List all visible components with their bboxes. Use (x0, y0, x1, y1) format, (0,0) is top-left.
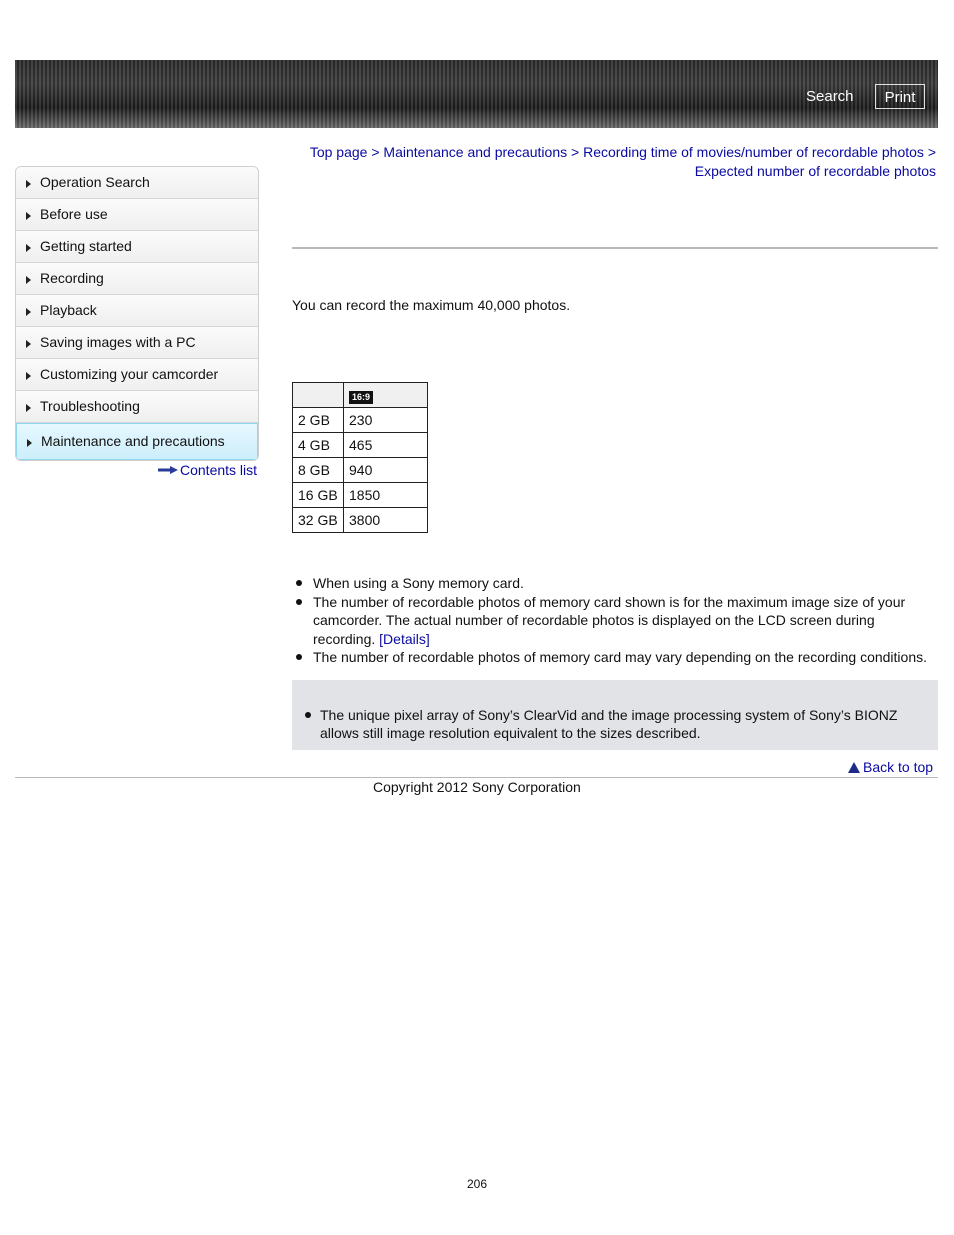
triangle-right-icon (26, 372, 31, 380)
breadcrumb-top-page[interactable]: Top page (309, 144, 368, 160)
sidebar-item-saving-images[interactable] (16, 327, 258, 359)
breadcrumb (292, 143, 936, 181)
triangle-right-icon (26, 308, 31, 316)
bullet-icon (296, 654, 302, 660)
photos-table (292, 382, 428, 533)
contents-list-label: Contents list (180, 462, 258, 478)
sidebar-nav (15, 166, 259, 461)
copyright-text: Copyright 2012 Sony Corporation (373, 779, 581, 795)
back-to-top-link[interactable] (848, 759, 933, 775)
hint-box (292, 680, 938, 750)
breadcrumb-separator: > (927, 144, 936, 160)
sidebar-item-label: Operation Search (40, 174, 150, 190)
breadcrumb-maintenance[interactable]: Maintenance and precautions (383, 144, 568, 160)
triangle-right-icon (26, 276, 31, 284)
note-text: When using a Sony memory card. (313, 575, 524, 591)
back-to-top-label: Back to top (863, 759, 934, 775)
header-banner (15, 60, 938, 128)
sidebar-item-recording[interactable] (16, 263, 258, 295)
table-row (293, 433, 428, 458)
sidebar-item-maintenance[interactable] (16, 423, 258, 460)
sidebar-item-label: Getting started (40, 238, 132, 254)
intro-text: You can record the maximum 40,000 photos. (292, 297, 571, 313)
sidebar-item-label: Customizing your camcorder (40, 366, 219, 382)
list-item (292, 593, 932, 649)
table-header-cell (293, 383, 344, 408)
capacity-cell: 2 GB (293, 408, 344, 433)
breadcrumb-separator: > (571, 144, 580, 160)
note-text: The number of recordable photos of memory card may vary depending on the recording conditions. (313, 649, 928, 665)
contents-list-link[interactable] (158, 462, 257, 478)
capacity-cell: 16 GB (293, 483, 344, 508)
sidebar-item-label: Maintenance and precautions (41, 433, 225, 449)
details-link[interactable]: [Details] (379, 630, 430, 647)
aspect-16-9-icon: 16:9 (349, 391, 373, 404)
table-header-row (293, 383, 428, 408)
photo-count-cell: 465 (344, 433, 428, 458)
table-row (293, 508, 428, 533)
table-row (293, 408, 428, 433)
arrow-up-icon (848, 762, 860, 773)
capacity-cell: 32 GB (293, 508, 344, 533)
sidebar-item-label: Recording (40, 270, 104, 286)
table-row (293, 458, 428, 483)
triangle-right-icon (26, 212, 31, 220)
sidebar-item-getting-started[interactable] (16, 231, 258, 263)
footer-divider (15, 777, 938, 778)
photo-count-cell: 940 (344, 458, 428, 483)
triangle-right-icon (27, 439, 32, 447)
hint-item (320, 706, 920, 742)
sidebar-item-label: Before use (40, 206, 108, 222)
bullet-icon (296, 580, 302, 586)
sidebar-item-troubleshooting[interactable] (16, 391, 258, 423)
note-text: The number of recordable photos of memory card shown is for the maximum image size of your camcorder. The actual number of recordable photos is displayed on the LCD screen during recording. (313, 593, 906, 647)
hint-text: The unique pixel array of Sony’s ClearVid and the image processing system of Sony’s BIONZ allows still image resolution equivalent to the sizes described. (320, 707, 898, 741)
triangle-right-icon (26, 404, 31, 412)
page-number: 206 (466, 1177, 488, 1191)
title-divider (292, 247, 938, 249)
breadcrumb-separator: > (371, 144, 380, 160)
breadcrumb-current-page[interactable]: Expected number of recordable photos (694, 163, 936, 179)
breadcrumb-recording-time[interactable]: Recording time of movies/number of recordable photos (583, 144, 924, 160)
arrow-right-icon (158, 466, 178, 474)
print-button[interactable]: Print (875, 84, 925, 109)
table-row (293, 483, 428, 508)
capacity-cell: 8 GB (293, 458, 344, 483)
bullet-icon (296, 599, 302, 605)
capacity-cell: 4 GB (293, 433, 344, 458)
list-item (292, 574, 932, 593)
sidebar-item-before-use[interactable] (16, 199, 258, 231)
sidebar-item-customizing[interactable] (16, 359, 258, 391)
table-header-cell (344, 383, 428, 408)
triangle-right-icon (26, 180, 31, 188)
photo-count-cell: 1850 (344, 483, 428, 508)
sidebar-item-label: Troubleshooting (40, 398, 140, 414)
triangle-right-icon (26, 244, 31, 252)
sidebar-item-operation-search[interactable] (16, 167, 258, 199)
sidebar-item-label: Saving images with a PC (40, 334, 196, 350)
bullet-icon (305, 712, 311, 718)
triangle-right-icon (26, 340, 31, 348)
notes-list (292, 574, 932, 667)
list-item (292, 648, 932, 667)
sidebar-item-label: Playback (40, 302, 97, 318)
photo-count-cell: 230 (344, 408, 428, 433)
sidebar-item-playback[interactable] (16, 295, 258, 327)
photo-count-cell: 3800 (344, 508, 428, 533)
search-button[interactable]: Search (806, 88, 854, 105)
